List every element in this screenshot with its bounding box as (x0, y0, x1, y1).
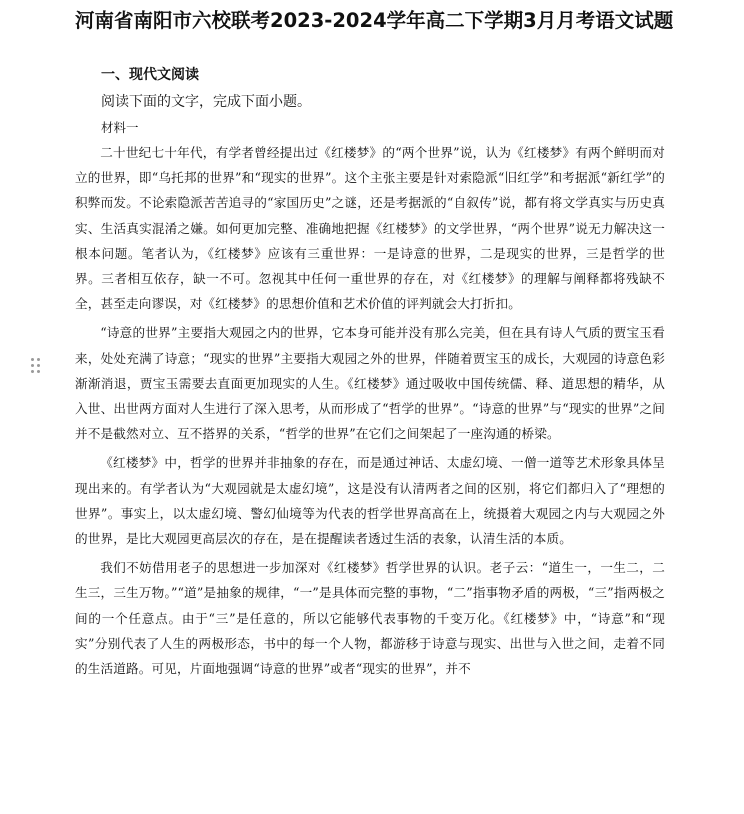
paragraph: 二十世纪七十年代，有学者曾经提出过《红楼梦》的“两个世界”说，认为《红楼梦》有两个鲜明而对立的世界，即“乌托邦的世界”和“现实的世界”。这个主张主要是针对索隐派“旧红学”和考据派“新红学”的积弊而发。不论索隐派苦苦追寻的“家国历史”之谜，还是考据派的“自叙传”说，都有将文学真实与历史真实、生活真实混淆之嫌。如何更加完整、准确地把握《红楼梦》的文学世界，“两个世界”说无力解决这一根本问题。笔者认为，《红楼梦》应该有三重世界：一是诗意的世界，二是现实的世界，三是哲学的世界。三者相互依存，缺一不可。忽视其中任何一重世界的存在，对《红楼梦》的理解与阐释都将残缺不全，甚至走向谬误，对《红楼梦》的思想价值和艺术价值的评判就会大打折扣。 (75, 145, 665, 312)
material-label: 材料一 (101, 120, 139, 135)
paragraph: “诗意的世界”主要指大观园之内的世界，它本身可能并没有那么完美，但在具有诗人气质的贾宝玉看来，处处充满了诗意；“现实的世界”主要指大观园之外的世界，伴随着贾宝玉的成长，大观园的诗意色彩渐渐消退，贾宝玉需要去直面更加现实的人生。《红楼梦》通过吸收中国传统儒、释、道思想的精华，从入世、出世两方面对人生进行了深入思考，从而形成了“哲学的世界”。“诗意的世界”与“现实的世界”之间并不是截然对立、互不搭界的关系，“哲学的世界”在它们之间架起了一座沟通的桥梁。 (75, 325, 665, 442)
section-heading: 一、现代文阅读 (101, 67, 199, 83)
page-title: 河南省南阳市六校联考2023-2024学年高二下学期3月月考语文试题 (75, 9, 674, 32)
reading-instruction: 阅读下面的文字，完成下面小题。 (101, 94, 311, 110)
paragraph: 《红楼梦》中，哲学的世界并非抽象的存在，而是通过神话、太虚幻境、一僧一道等艺术形象具体呈现出来的。有学者认为“大观园就是太虚幻境”，这是没有认清两者之间的区别，将它们都归入了“理想的世界”。事实上，以太虚幻境、警幻仙境等为代表的哲学世界高高在上，统摄着大观园之内与大观园之外的世界，是比大观园更高层次的存在，是在提醒读者透过生活的表象，认清生活的本质。 (75, 455, 665, 547)
paragraph: 我们不妨借用老子的思想进一步加深对《红楼梦》哲学世界的认识。老子云：“道生一，一生二，二生三，三生万物。”“道”是抽象的规律，“一”是具体而完整的事物，“二”指事物矛盾的两极，“三”指两极之间的一个任意点。由于“三”是任意的，所以它能够代表事物的千变万化。《红楼梦》中，“诗意”和“现实”分别代表了人生的两极形态，书中的每一个人物，都游移于诗意与现实、出世与入世之间，走着不同的生活道路。可见，片面地强调“诗意的世界”或者“现实的世界”，并不 (75, 560, 665, 677)
article-body (75, 140, 665, 685)
drag-handle-icon[interactable] (31, 358, 41, 374)
